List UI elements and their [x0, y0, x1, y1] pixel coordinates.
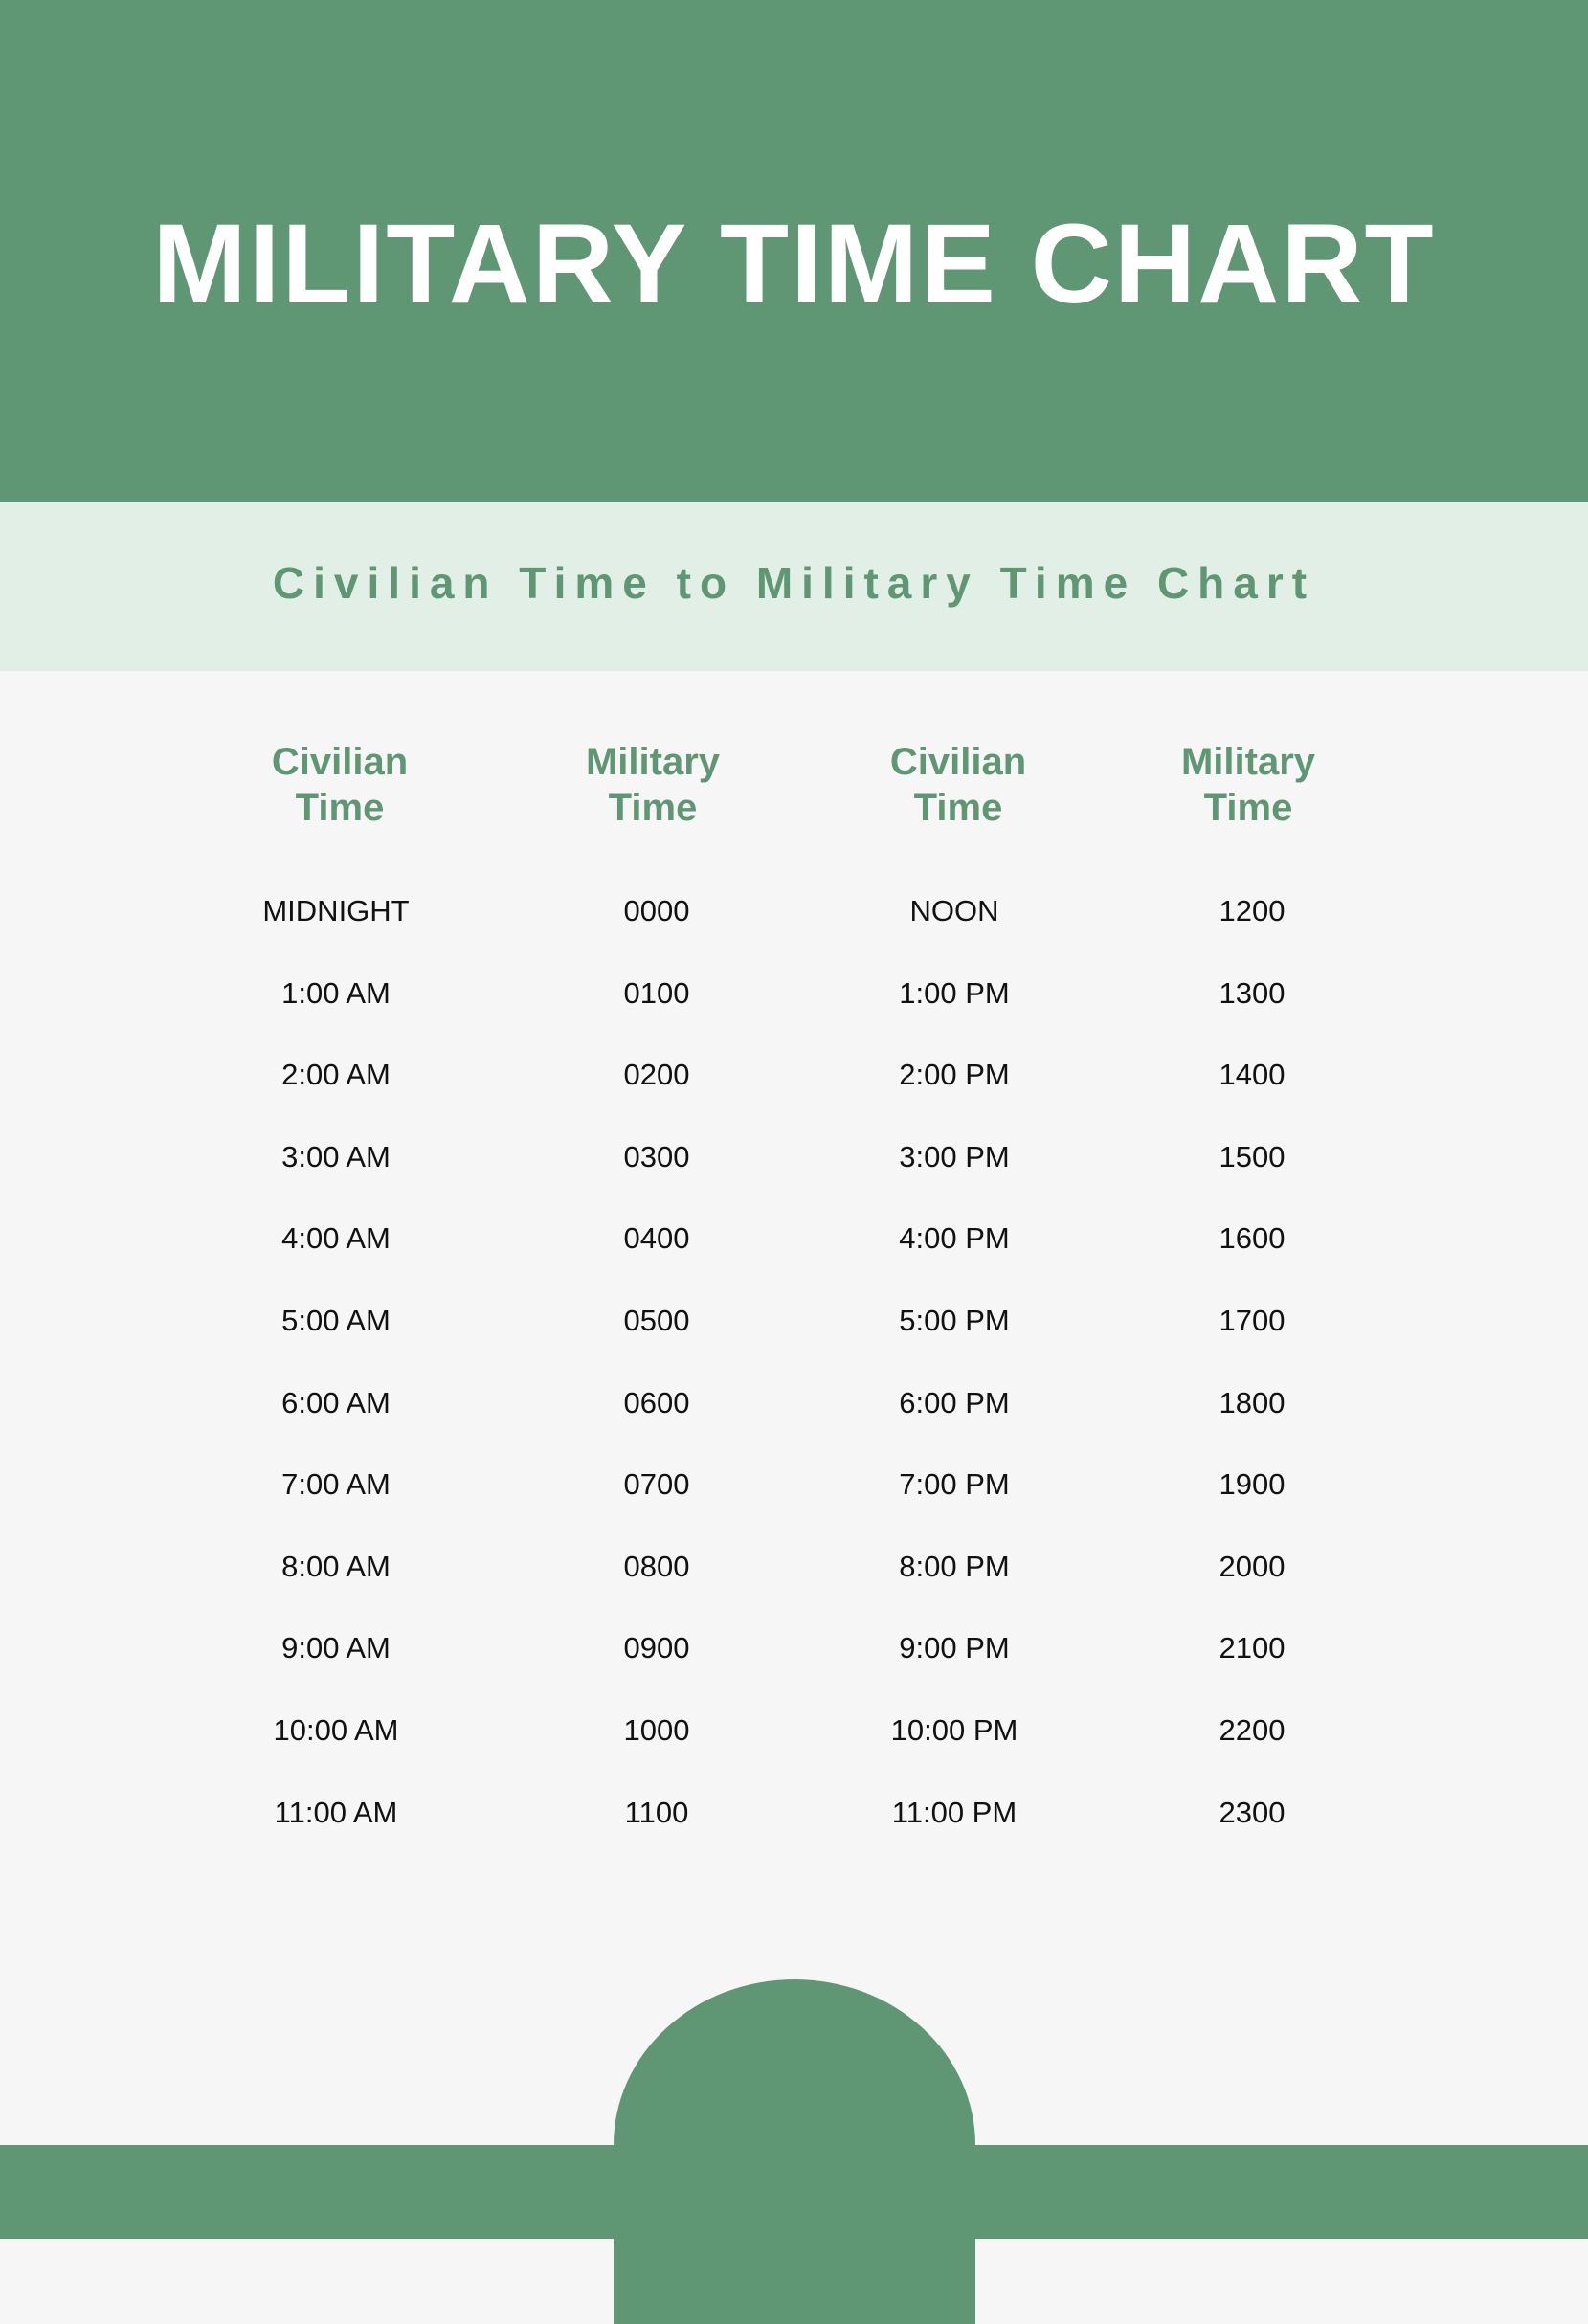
- cell-civilian-time: 11:00 PM: [891, 1795, 1018, 1829]
- cell-civilian-time: 7:00 PM: [899, 1467, 1010, 1502]
- header-banner: [0, 0, 1588, 502]
- subtitle-band: [0, 502, 1588, 671]
- cell-civilian-time: 4:00 AM: [281, 1221, 391, 1256]
- cell-military-time: 1400: [1219, 1058, 1286, 1092]
- cell-civilian-time: NOON: [909, 894, 999, 927]
- header-line: Civilian: [271, 741, 409, 783]
- cell-civilian-time: 10:00 PM: [890, 1713, 1018, 1747]
- cell-military-time: 0800: [623, 1549, 690, 1583]
- header-line: Time: [1203, 787, 1293, 829]
- cell-civilian-time: 11:00 AM: [274, 1795, 398, 1829]
- header-line: Military: [585, 741, 721, 783]
- header-line: Time: [913, 787, 1003, 829]
- cell-civilian-time: 2:00 PM: [899, 1058, 1010, 1092]
- cell-civilian-time: 6:00 PM: [899, 1385, 1010, 1419]
- cell-civilian-time: 8:00 AM: [281, 1549, 391, 1583]
- cell-military-time: 2200: [1219, 1713, 1286, 1747]
- cell-military-time: 0100: [623, 975, 690, 1010]
- cell-civilian-time: 10:00 AM: [273, 1713, 399, 1747]
- cell-civilian-time: 6:00 AM: [281, 1385, 391, 1419]
- cell-civilian-time: 3:00 PM: [899, 1139, 1010, 1173]
- cell-civilian-time: 9:00 AM: [281, 1631, 391, 1665]
- page-title: MILITARY TIME CHART: [152, 201, 1436, 327]
- cell-military-time: 0000: [623, 894, 690, 927]
- cell-military-time: 1100: [624, 1795, 689, 1829]
- header-line: Civilian: [889, 741, 1027, 783]
- cell-military-time: 0200: [623, 1058, 690, 1092]
- cell-civilian-time: 5:00 AM: [281, 1304, 391, 1337]
- cell-military-time: 0900: [623, 1631, 690, 1665]
- cell-military-time: 0500: [623, 1304, 690, 1337]
- cell-civilian-time: 3:00 AM: [281, 1139, 391, 1173]
- cell-military-time: 1200: [1219, 894, 1286, 927]
- cell-military-time: 1000: [623, 1713, 690, 1747]
- cell-civilian-time: 7:00 AM: [281, 1467, 391, 1502]
- column-header-civilian-time: [805, 739, 1111, 831]
- column-header-civilian-time: [187, 739, 493, 831]
- cell-military-time: 1900: [1219, 1467, 1286, 1502]
- subtitle: Civilian Time to Military Time Chart: [272, 558, 1316, 608]
- cell-military-time: 1600: [1219, 1221, 1286, 1256]
- cell-military-time: 0300: [623, 1139, 690, 1173]
- cell-civilian-time: 5:00 PM: [899, 1304, 1010, 1337]
- header-line: Time: [608, 787, 698, 829]
- cell-military-time: 0600: [623, 1385, 690, 1419]
- cell-military-time: 1500: [1219, 1139, 1286, 1173]
- cell-military-time: 2300: [1219, 1795, 1286, 1829]
- footer-band: [0, 2145, 1588, 2239]
- header-line: Time: [295, 787, 385, 829]
- cell-civilian-time: 1:00 AM: [281, 975, 391, 1010]
- cell-civilian-time: MIDNIGHT: [262, 894, 410, 927]
- cell-civilian-time: 2:00 AM: [281, 1058, 391, 1092]
- column-header-military-time: [1095, 739, 1401, 831]
- header-line: Military: [1180, 741, 1316, 783]
- cell-civilian-time: 4:00 PM: [899, 1221, 1010, 1256]
- cell-military-time: 2100: [1219, 1631, 1286, 1665]
- cell-civilian-time: 1:00 PM: [899, 975, 1010, 1010]
- cell-military-time: 1800: [1219, 1385, 1286, 1419]
- cell-civilian-time: 8:00 PM: [899, 1549, 1010, 1583]
- cell-military-time: 1300: [1219, 975, 1286, 1010]
- cell-military-time: 0700: [623, 1467, 690, 1502]
- cell-military-time: 0400: [623, 1221, 690, 1256]
- cell-military-time: 1700: [1219, 1304, 1286, 1337]
- cell-civilian-time: 9:00 PM: [899, 1631, 1010, 1665]
- column-header-military-time: [500, 739, 806, 831]
- cell-military-time: 2000: [1219, 1549, 1286, 1583]
